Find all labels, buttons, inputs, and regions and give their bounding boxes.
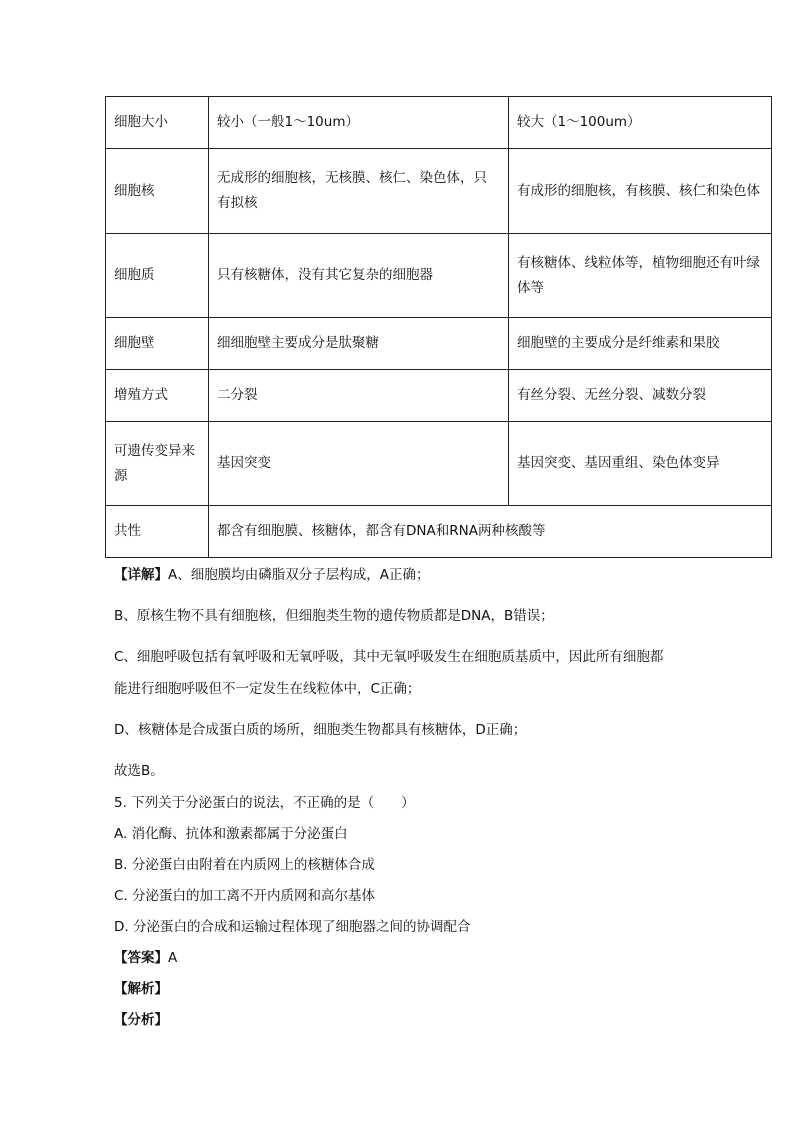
answer-heading: 【答案】 xyxy=(114,950,168,966)
table-row xyxy=(106,422,772,506)
detail-b-line: B、原核生物不具有细胞核，但细胞类生物的遗传物质都是DNA，B错误； xyxy=(114,608,554,624)
row-label: 细胞壁 xyxy=(106,318,209,370)
table-row xyxy=(106,318,772,370)
row-label: 细胞核 xyxy=(106,149,209,234)
table-row xyxy=(106,97,772,149)
detail-c-line-2: 能进行细胞呼吸但不一定发生在线粒体中，C正确； xyxy=(114,681,421,697)
prokaryote-cell: 无成形的细胞核，无核膜、核仁、染色体，只有拟核 xyxy=(209,149,509,234)
detail-c-line-1: C、细胞呼吸包括有氧呼吸和无氧呼吸，其中无氧呼吸发生在细胞质基质中，因此所有细胞都 xyxy=(114,649,664,665)
detail-a-line xyxy=(114,563,429,583)
row-label: 可遗传变异来源 xyxy=(106,422,209,506)
row-label: 细胞质 xyxy=(106,234,209,318)
row-label: 共性 xyxy=(106,506,209,558)
prokaryote-cell: 细细胞壁主要成分是肽聚糖 xyxy=(209,318,509,370)
row-label: 增殖方式 xyxy=(106,370,209,422)
detail-d-line: D、核糖体是合成蛋白质的场所，细胞类生物都具有核糖体，D正确； xyxy=(114,722,527,738)
prokaryote-cell: 基因突变 xyxy=(209,422,509,506)
eukaryote-cell: 细胞壁的主要成分是纤维素和果胶 xyxy=(509,318,772,370)
common-cell: 都含有细胞膜、核糖体，都含有DNA和RNA两种核酸等 xyxy=(209,506,772,558)
prokaryote-cell: 只有核糖体，没有其它复杂的细胞器 xyxy=(209,234,509,318)
prokaryote-cell: 二分裂 xyxy=(209,370,509,422)
option-c: C. 分泌蛋白的加工离不开内质网和高尔基体 xyxy=(114,888,376,904)
eukaryote-cell: 较大（1～100um） xyxy=(509,97,772,149)
eukaryote-cell: 基因突变、基因重组、染色体变异 xyxy=(509,422,772,506)
eukaryote-cell: 有成形的细胞核，有核膜、核仁和染色体 xyxy=(509,149,772,234)
detail-a-text: A、细胞膜均由磷脂双分子层构成，A正确； xyxy=(168,567,430,583)
option-d: D. 分泌蛋白的合成和运输过程体现了细胞器之间的协调配合 xyxy=(114,919,471,935)
eukaryote-cell: 有核糖体、线粒体等，植物细胞还有叶绿体等 xyxy=(509,234,772,318)
detail-conclusion: 故选B。 xyxy=(114,763,164,779)
table-row xyxy=(106,149,772,234)
prokaryote-cell: 较小（一般1～10um） xyxy=(209,97,509,149)
table-row xyxy=(106,506,772,558)
table-row xyxy=(106,370,772,422)
row-label: 细胞大小 xyxy=(106,97,209,149)
table-row xyxy=(106,234,772,318)
answer-value: A xyxy=(168,950,178,966)
analysis-heading: 【解析】 xyxy=(114,981,168,997)
eukaryote-cell: 有丝分裂、无丝分裂、减数分裂 xyxy=(509,370,772,422)
answer-line xyxy=(114,946,177,966)
cell-comparison-table xyxy=(105,96,772,558)
question-stem: 5. 下列关于分泌蛋白的说法，不正确的是（ ） xyxy=(114,795,415,811)
option-a: A. 消化酶、抗体和激素都属于分泌蛋白 xyxy=(114,826,348,842)
fenxi-heading: 【分析】 xyxy=(114,1012,168,1028)
option-b: B. 分泌蛋白由附着在内质网上的核糖体合成 xyxy=(114,857,375,873)
detail-heading: 【详解】 xyxy=(114,567,168,583)
